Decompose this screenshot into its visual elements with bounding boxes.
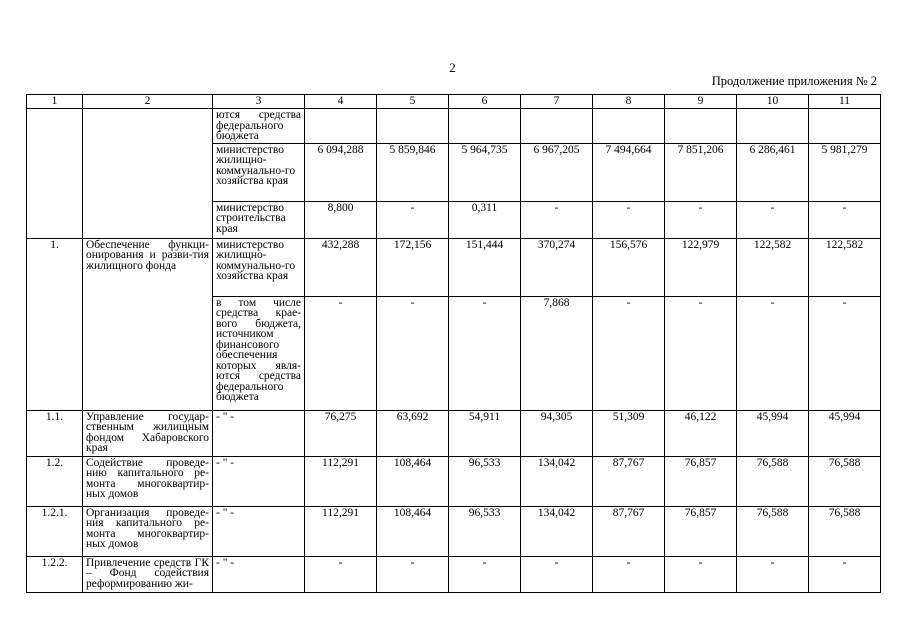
header-cell: 9 [665,95,737,109]
value-cell: 6 967,205 [521,143,593,201]
row-name-cell [83,109,213,239]
value-cell: 6 094,288 [305,143,377,201]
header-cell: 8 [593,95,665,109]
source-cell: - " - [213,410,305,456]
value-cell: 76,588 [737,506,809,556]
value-cell: - [809,296,881,410]
value-cell [377,109,449,144]
row-number-cell: 1.2.2. [27,556,83,592]
value-cell: - [521,201,593,238]
value-cell: 156,576 [593,238,665,296]
continuation-label: Продолжение приложения № 2 [711,74,877,88]
table-row [27,109,881,144]
value-cell: - [593,556,665,592]
header-cell: 6 [449,95,521,109]
value-cell: - [737,201,809,238]
value-cell: - [521,556,593,592]
value-cell: 108,464 [377,506,449,556]
row-name-cell: Привлечение средств ГК – Фонд содействия реформированию жи- [83,556,213,592]
value-cell: - [377,296,449,410]
value-cell: 151,444 [449,238,521,296]
value-cell: 122,979 [665,238,737,296]
value-cell [809,109,881,144]
table-row [27,506,881,556]
value-cell: 5 964,735 [449,143,521,201]
value-cell: 172,156 [377,238,449,296]
value-cell: - [809,201,881,238]
value-cell: 370,274 [521,238,593,296]
value-cell: - [593,201,665,238]
value-cell: 51,309 [593,410,665,456]
value-cell: 0,311 [449,201,521,238]
source-cell: министерство строительства края [213,201,305,238]
header-cell: 4 [305,95,377,109]
value-cell: 87,767 [593,456,665,506]
value-cell: 94,305 [521,410,593,456]
value-cell: 7 851,206 [665,143,737,201]
source-cell: - " - [213,506,305,556]
row-number-cell [27,109,83,239]
value-cell: 122,582 [809,238,881,296]
value-cell: 7 494,664 [593,143,665,201]
table-row [27,410,881,456]
value-cell: 96,533 [449,506,521,556]
value-cell: 122,582 [737,238,809,296]
value-cell: 134,042 [521,506,593,556]
value-cell: 108,464 [377,456,449,506]
value-cell [449,109,521,144]
value-cell: 8,800 [305,201,377,238]
header-cell: 7 [521,95,593,109]
row-number-cell: 1.1. [27,410,83,456]
header-cell: 5 [377,95,449,109]
row-name-cell: Обеспечение функци-онирования и разви-тия жилищного фонда [83,238,213,410]
source-cell: министерство жилищно-коммунально-го хозяйства края [213,238,305,296]
value-cell: - [809,556,881,592]
value-cell: - [305,296,377,410]
header-cell: 10 [737,95,809,109]
value-cell: 76,275 [305,410,377,456]
value-cell: - [665,201,737,238]
value-cell: 45,994 [809,410,881,456]
value-cell: 6 286,461 [737,143,809,201]
value-cell: 46,122 [665,410,737,456]
source-cell: - " - [213,456,305,506]
value-cell: 112,291 [305,506,377,556]
header-row [27,95,881,109]
header-cell: 11 [809,95,881,109]
value-cell: - [665,296,737,410]
value-cell: - [737,296,809,410]
table-row [27,238,881,296]
value-cell: - [593,296,665,410]
header-cell: 3 [213,95,305,109]
budget-table [26,94,881,593]
value-cell [737,109,809,144]
source-cell: в том числе средства крае-вого бюджета, источником финансового обеспечения которых явля-ются средства федерального бюджета [213,296,305,410]
row-name-cell: Организация проведе-ния капитального ре-монта многоквартир-ных домов [83,506,213,556]
value-cell: 76,588 [809,456,881,506]
source-cell: ются средства федерального бюджета [213,109,305,144]
row-number-cell: 1.2. [27,456,83,506]
value-cell: - [737,556,809,592]
value-cell: 5 981,279 [809,143,881,201]
value-cell [521,109,593,144]
source-cell: - " - [213,556,305,592]
value-cell [665,109,737,144]
row-number-cell: 1. [27,238,83,410]
row-name-cell: Управление государ-ственным жилищным фондом Хабаровского края [83,410,213,456]
value-cell: 76,588 [809,506,881,556]
value-cell [593,109,665,144]
header-cell: 1 [27,95,83,109]
value-cell: - [305,556,377,592]
source-cell: министерство жилищно-коммунально-го хозяйства края [213,143,305,201]
header-cell: 2 [83,95,213,109]
value-cell: 7,868 [521,296,593,410]
value-cell: 45,994 [737,410,809,456]
value-cell: 76,857 [665,506,737,556]
value-cell: 54,911 [449,410,521,456]
value-cell: - [449,556,521,592]
value-cell: - [665,556,737,592]
value-cell: - [377,556,449,592]
value-cell: 432,288 [305,238,377,296]
value-cell: 5 859,846 [377,143,449,201]
value-cell [305,109,377,144]
value-cell: 87,767 [593,506,665,556]
table-row [27,556,881,592]
value-cell: 76,857 [665,456,737,506]
table-row [27,456,881,506]
value-cell: - [377,201,449,238]
row-number-cell: 1.2.1. [27,506,83,556]
value-cell: 134,042 [521,456,593,506]
row-name-cell: Содействие проведе-нию капитального ре-монта многоквартир-ных домов [83,456,213,506]
value-cell: 112,291 [305,456,377,506]
value-cell: - [449,296,521,410]
value-cell: 96,533 [449,456,521,506]
value-cell: 76,588 [737,456,809,506]
value-cell: 63,692 [377,410,449,456]
page-number: 2 [449,60,456,75]
